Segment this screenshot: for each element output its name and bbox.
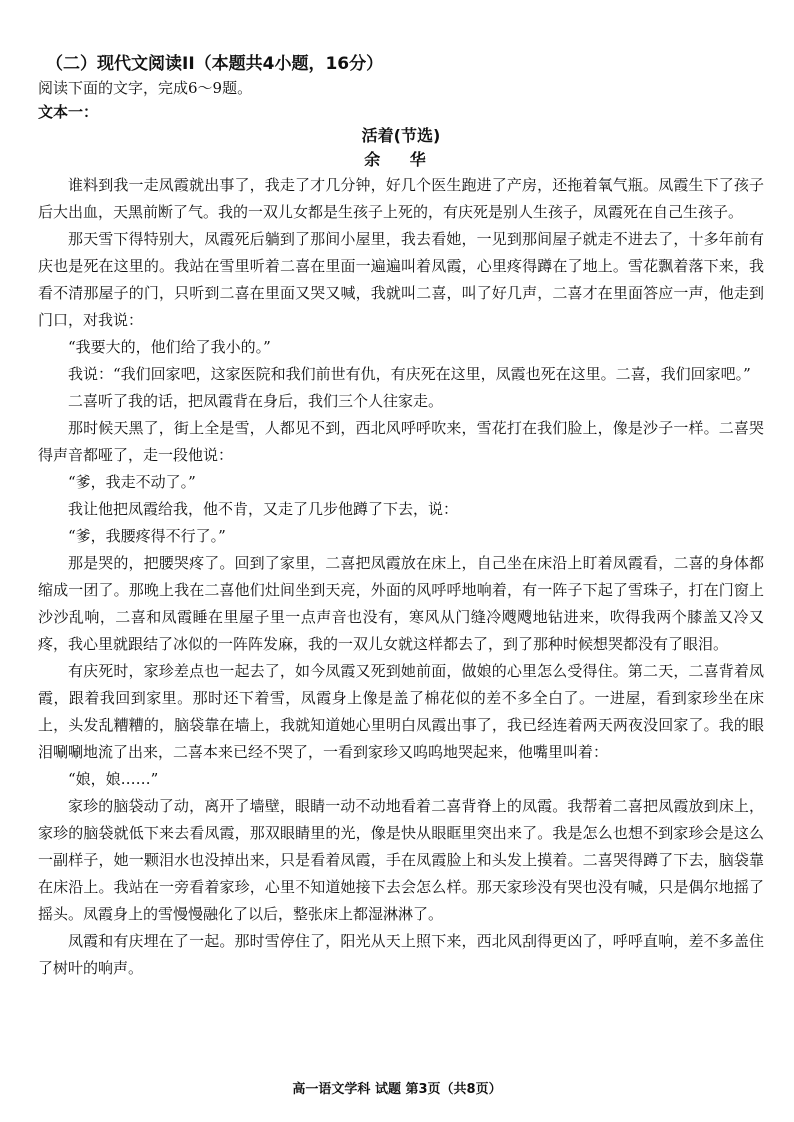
paragraph: “我要大的，他们给了我小的。” bbox=[68, 338, 271, 356]
article-author: 余 华 bbox=[364, 150, 438, 169]
paragraph: 谁料到我一走凤霞就出事了，我走了才几分钟，好几个医生跑进了产房，还拖着氧气瓶。凤霞生下了孩子后大出血，天黑前断了气。我的一双儿女都是生孩子上死的，有庆死是别人生孩子，凤霞死在自己生孩子。 bbox=[38, 176, 764, 221]
paragraph: 凤霞和有庆埋在了一起。那时雪停住了，阳光从天上照下来，西北风刮得更凶了，呼呼直响，差不多盖住了树叶的响声。 bbox=[38, 932, 764, 977]
reading-instruction: 阅读下面的文字，完成6～9题。 bbox=[38, 79, 253, 97]
page-footer: 高一语文学科 试题 第3页（共8页） bbox=[292, 1082, 502, 1097]
text-label: 文本一： bbox=[38, 103, 99, 121]
paragraph: 那是哭的，把腰哭疼了。回到了家里，二喜把凤霞放在床上，自己坐在床沿上盯着凤霞看，二喜的身体都缩成一团了。那晚上我在二喜他们灶间坐到天亮，外面的风呼呼地响着，有一阵子下起了雪珠子，打在门窗上沙沙乱响，二喜和凤霞睡在里屋子里一点声音也没有，寒风从门缝冷飕飕地钻进来，吹得我两个膝盖又冷又疼，我心里就跟结了冰似的一阵阵发麻，我的一双儿女就这样都去了，到了那种时候想哭都没有了眼泪。 bbox=[38, 554, 764, 653]
paragraph: 我说：“我们回家吧，这家医院和我们前世有仇，有庆死在这里，凤霞也死在这里。二喜，我们回家吧。” bbox=[68, 365, 751, 383]
paragraph: 我让他把凤霞给我，他不肯，又走了几步他蹲了下去，说： bbox=[68, 500, 459, 518]
article-title: 活着(节选) bbox=[361, 126, 441, 145]
paragraph: “爹，我腰疼得不行了。” bbox=[68, 527, 226, 545]
paragraph: 有庆死时，家珍差点也一起去了，如今凤霞又死到她前面，做娘的心里怎么受得住。第二天，二喜背着凤霞，跟着我回到家里。那时还下着雪，凤霞身上像是盖了棉花似的差不多全白了。一进屋，看到家珍坐在床上，头发乱糟糟的，脑袋靠在墙上，我就知道她心里明白凤霞出事了，我已经连着两天两夜没回家了。我的眼泪唰唰地流了出来，二喜本来已经不哭了，一看到家珍又呜呜地哭起来，他嘴里叫着： bbox=[38, 662, 764, 761]
paragraph: 家珍的脑袋动了动，离开了墙壁，眼睛一动不动地看着二喜背脊上的凤霞。我帮着二喜把凤霞放到床上，家珍的脑袋就低下来去看凤霞，那双眼睛里的光，像是快从眼眶里突出来了。我是怎么也想不到家珍会是这么一副样子，她一颗泪水也没掉出来，只是看着凤霞，手在凤霞脸上和头发上摸着。二喜哭得蹲了下去，脑袋靠在床沿上。我站在一旁看着家珍，心里不知道她接下去会怎么样。那天家珍没有哭也没有喊，只是偶尔地摇了摇头。凤霞身上的雪慢慢融化了以后，整张床上都湿淋淋了。 bbox=[38, 797, 764, 923]
paragraph: “爹，我走不动了。” bbox=[68, 473, 196, 491]
section-heading: （二）现代文阅读II（本题共4小题，16分） bbox=[46, 54, 384, 74]
paragraph: “娘，娘……” bbox=[68, 770, 159, 788]
paragraph: 那时候天黑了，街上全是雪，人都见不到，西北风呼呼吹来，雪花打在我们脸上，像是沙子一样。二喜哭得声音都哑了，走一段他说： bbox=[38, 419, 764, 464]
article-body bbox=[38, 172, 764, 982]
paragraph: 那天雪下得特别大，凤霞死后躺到了那间小屋里，我去看她，一见到那间屋子就走不进去了，十多年前有庆也是死在这里的。我站在雪里听着二喜在里面一遍遍叫着凤霞，心里疼得蹲在了地上。雪花飘着落下来，我看不清那屋子的门，只听到二喜在里面又哭又喊，我就叫二喜，叫了好几声，二喜才在里面答应一声，他走到门口，对我说： bbox=[38, 230, 764, 329]
paragraph: 二喜听了我的话，把凤霞背在身后，我们三个人往家走。 bbox=[68, 392, 444, 410]
